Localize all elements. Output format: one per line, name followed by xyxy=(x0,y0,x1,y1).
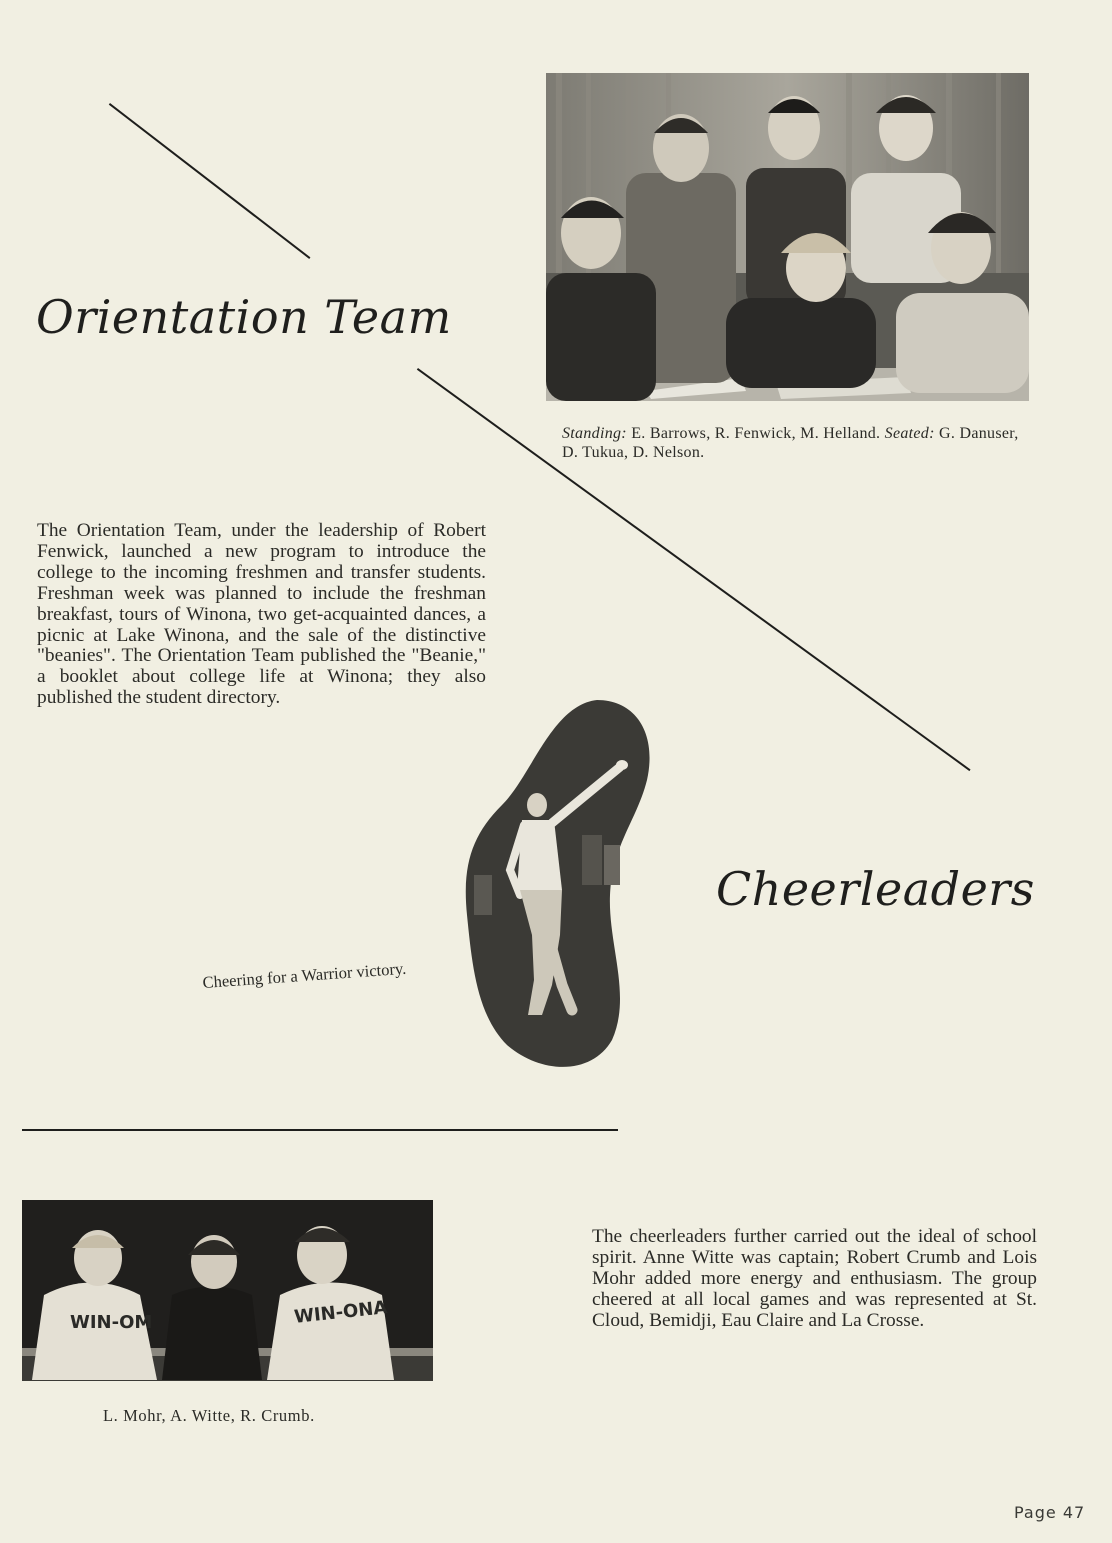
horizontal-rule xyxy=(22,1129,618,1131)
diagonal-rule-top xyxy=(109,103,311,259)
jacket-lettering-left: WIN-OM xyxy=(70,1312,153,1333)
cheerleaders-body: The cheerleaders further carried out the ideal of school spirit. Anne Witte was captain; Robert Crumb and Lois Mohr added more energy and enthusiasm. The group cheered at all local games and was represented at St. Cloud, Bemidji, Eau Claire and La Crosse. xyxy=(592,1226,1037,1331)
cheerleader-jumping-illustration xyxy=(462,695,662,1075)
caption-standing-names: E. Barrows, R. Fenwick, M. Helland. xyxy=(626,425,885,442)
cheerleaders-heading: Cheerleaders xyxy=(716,862,1035,916)
cheerleaders-illustration xyxy=(22,1200,433,1381)
caption-standing-label: Standing: xyxy=(562,425,627,442)
orientation-body: The Orientation Team, under the leadership of Robert Fenwick, launched a new program to introduce the college to the incoming freshmen and transfer students. Freshman week was planned to include the freshman breakfast, tours of Winona, two get-acquainted dances, a picnic at Lake Winona, and the sale of the distinctive "beanies". The Orientation Team published the "Beanie," a booklet about college life at Winona; they also published the student directory. xyxy=(37,520,486,709)
action-photo-caption: Cheering for a Warrior victory. xyxy=(202,958,407,992)
group-photo-caption: L. Mohr, A. Witte, R. Crumb. xyxy=(103,1406,315,1425)
caption-seated-label: Seated: xyxy=(884,425,935,442)
caption-seated-names: G. Danuser, D. Tukua, D. Nelson. xyxy=(562,425,1019,461)
orientation-photo-caption xyxy=(562,424,1022,462)
cheerleaders-group-photo xyxy=(22,1200,433,1381)
orientation-heading: Orientation Team xyxy=(36,290,452,344)
page-number: Page 47 xyxy=(1014,1503,1086,1522)
jacket-lettering-right: WIN-ONA xyxy=(293,1297,389,1328)
group-photo-illustration xyxy=(546,73,1029,401)
orientation-team-photo xyxy=(546,73,1029,401)
cheer-action-photo xyxy=(462,695,662,1075)
